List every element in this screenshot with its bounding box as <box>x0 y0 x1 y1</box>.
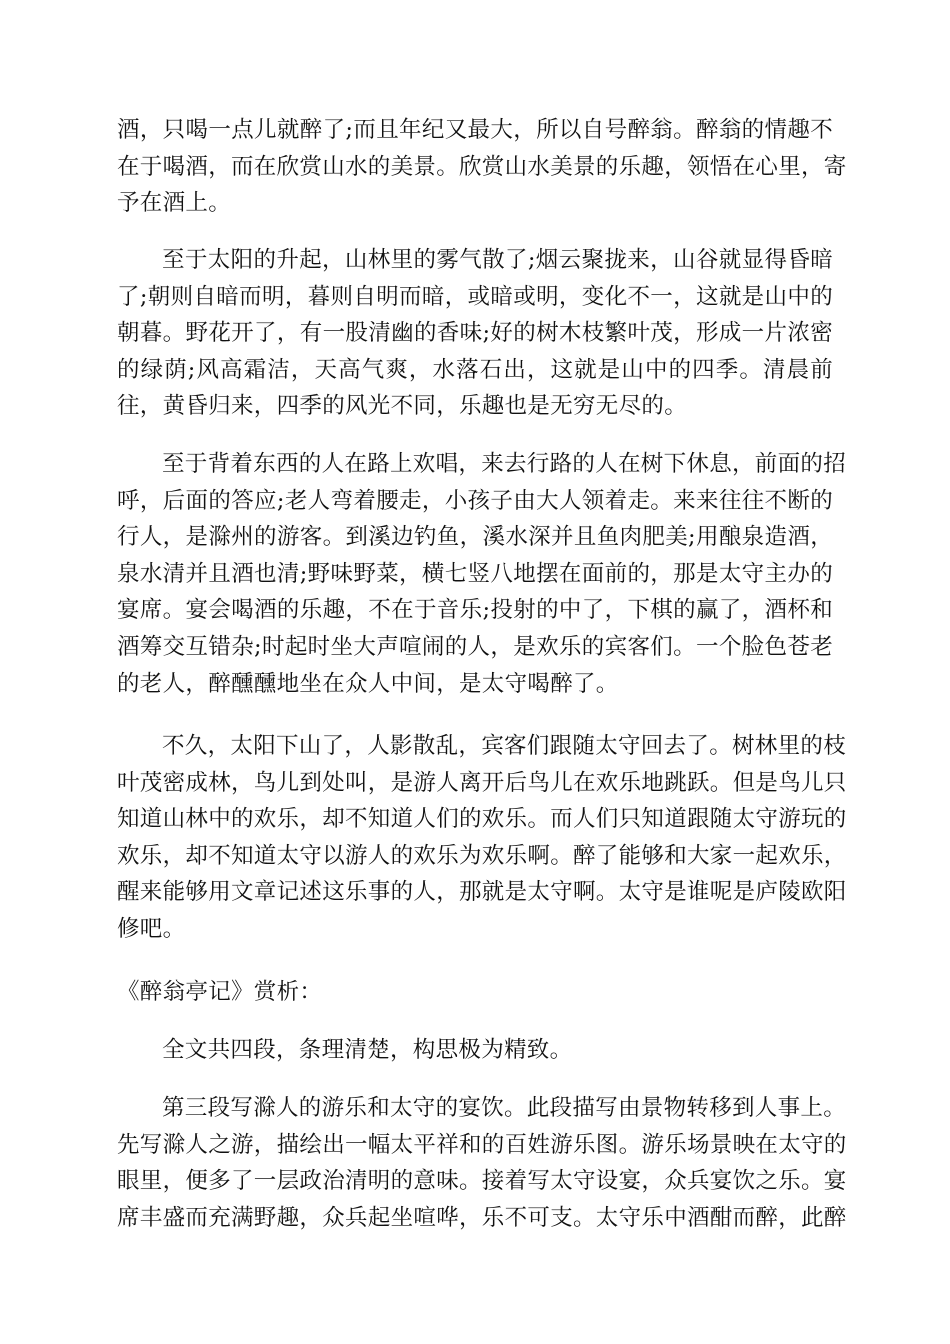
paragraph-line: 眼里，便多了一层政治清明的意味。接着写太守设宴，众兵宴饮之乐。宴 <box>117 1168 847 1195</box>
paragraph-line: 的绿荫;风高霜洁，天高气爽，水落石出，这就是山中的四季。清晨前 <box>117 356 833 383</box>
paragraph-line: 席丰盛而充满野趣，众兵起坐喧哗，乐不可支。太守乐中酒酣而醉，此醉 <box>117 1204 847 1231</box>
paragraph-line: 泉水清并且酒也清;野味野菜，横七竖八地摆在面前的，那是太守主办的 <box>117 560 833 587</box>
paragraph-line: 呼，后面的答应;老人弯着腰走，小孩子由大人领着走。来来往往不断的 <box>117 487 833 514</box>
paragraph-line: 在于喝酒，而在欣赏山水的美景。欣赏山水美景的乐趣，领悟在心里，寄 <box>117 153 847 180</box>
paragraph-3 <box>117 446 847 702</box>
paragraph-line: 欢乐，却不知道太守以游人的欢乐为欢乐啊。醉了能够和大家一起欢乐， <box>117 842 847 869</box>
paragraph-line: 行人，是滁州的游客。到溪边钓鱼，溪水深并且鱼肉肥美;用酿泉造酒， <box>117 524 833 551</box>
paragraph-6 <box>117 1032 833 1069</box>
paragraph-line: 知道山林中的欢乐，却不知道人们的欢乐。而人们只知道跟随太守游玩的 <box>117 806 847 833</box>
section-heading <box>117 974 833 1011</box>
paragraph-line: 第三段写滁人的游乐和太守的宴饮。此段描写由景物转移到人事上。 <box>162 1095 847 1121</box>
paragraph-line: 不久，太阳下山了，人影散乱，宾客们跟随太守回去了。树林里的枝 <box>162 733 847 759</box>
paragraph-line: 予在酒上。 <box>117 190 232 217</box>
paragraph-line: 叶茂密成林，鸟儿到处叫，是游人离开后鸟儿在欢乐地跳跃。但是鸟儿只 <box>117 769 847 796</box>
paragraph-line: 至于太阳的升起，山林里的雾气散了;烟云聚拢来，山谷就显得昏暗 <box>162 247 833 273</box>
section-heading-text: 《醉翁亭记》赏析： <box>117 979 323 1005</box>
paragraph-4 <box>117 728 847 948</box>
paragraph-line: 宴席。宴会喝酒的乐趣，不在于音乐;投射的中了，下棋的赢了，酒杯和 <box>117 597 833 624</box>
paragraph-line: 往，黄昏归来，四季的风光不同，乐趣也是无穷无尽的。 <box>117 393 688 420</box>
paragraph-line: 的老人，醉醺醺地坐在众人中间，是太守喝醉了。 <box>117 670 619 697</box>
paragraph-line: 至于背着东西的人在路上欢唱，来去行路的人在树下休息，前面的招 <box>162 451 847 477</box>
paragraph-line: 朝暮。野花开了，有一股清幽的香味;好的树木枝繁叶茂，形成一片浓密 <box>117 320 833 347</box>
paragraph-line: 醒来能够用文章记述这乐事的人，那就是太守啊。太守是谁呢是庐陵欧阳 <box>117 879 847 906</box>
paragraph-line: 先写滁人之游，描绘出一幅太平祥和的百姓游乐图。游乐场景映在太守的 <box>117 1131 847 1158</box>
paragraph-line: 酒，只喝一点儿就醉了;而且年纪又最大，所以自号醉翁。醉翁的情趣不 <box>117 117 833 143</box>
paragraph-1 <box>117 112 847 222</box>
paragraph-2 <box>117 242 833 425</box>
paragraph-line: 了;朝则自暗而明，暮则自明而暗，或暗或明，变化不一，这就是山中的 <box>117 283 833 310</box>
paragraph-line: 全文共四段，条理清楚，构思极为精致。 <box>162 1037 573 1063</box>
paragraph-line: 酒筹交互错杂;时起时坐大声喧闹的人，是欢乐的宾客们。一个脸色苍老 <box>117 633 833 660</box>
paragraph-7 <box>117 1090 847 1236</box>
paragraph-line: 修吧。 <box>117 915 186 942</box>
